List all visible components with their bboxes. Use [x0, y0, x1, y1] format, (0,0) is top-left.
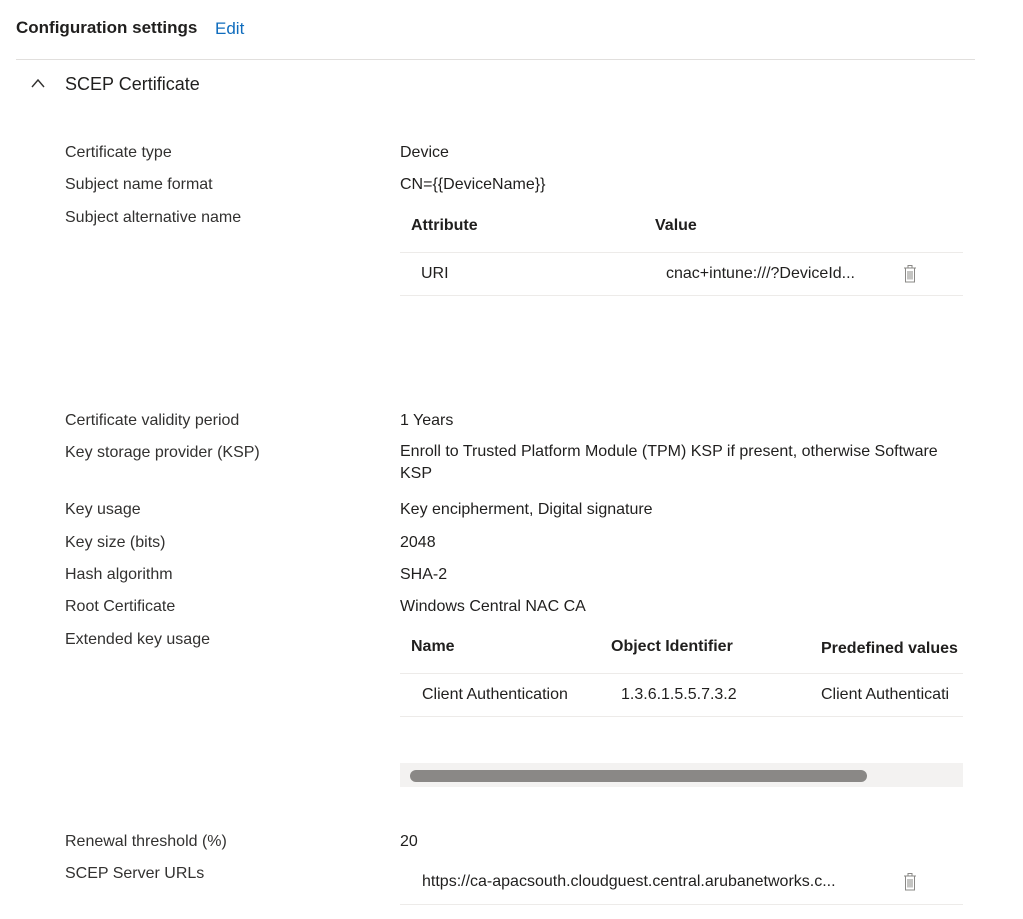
trash-icon[interactable]	[902, 264, 918, 284]
subject-name-format-label: Subject name format	[65, 176, 213, 193]
table-row	[400, 253, 963, 295]
renewal-threshold-value: 20	[400, 833, 418, 850]
renewal-threshold-label: Renewal threshold (%)	[65, 833, 227, 850]
eku-column-name: Name	[411, 638, 455, 655]
san-column-value: Value	[655, 217, 697, 234]
chevron-up-icon[interactable]	[30, 76, 46, 90]
header-divider	[16, 59, 975, 60]
scrollbar-thumb[interactable]	[410, 770, 867, 782]
eku-row-predefined: Client Authenticati	[821, 686, 950, 703]
certificate-type-label: Certificate type	[65, 144, 172, 161]
san-column-attribute: Attribute	[411, 217, 478, 234]
key-size-label: Key size (bits)	[65, 534, 166, 551]
root-certificate-value: Windows Central NAC CA	[400, 598, 586, 615]
list-item	[400, 860, 963, 904]
table-row	[400, 674, 963, 716]
eku-row-divider	[400, 716, 963, 717]
san-row-attribute: URI	[421, 265, 449, 282]
subject-alternative-name-label: Subject alternative name	[65, 209, 242, 226]
key-size-value: 2048	[400, 534, 436, 551]
san-row-value: cnac+intune:///?DeviceId...	[666, 265, 855, 282]
eku-row-name: Client Authentication	[422, 686, 568, 703]
extended-key-usage-label: Extended key usage	[65, 631, 210, 648]
scep-url-row-divider	[400, 904, 963, 905]
scep-server-url-value: https://ca-apacsouth.cloudguest.central.arubanetworks.c...	[422, 873, 836, 890]
eku-table	[400, 628, 963, 758]
eku-column-object-identifier: Object Identifier	[611, 638, 733, 655]
key-usage-label: Key usage	[65, 501, 141, 518]
certificate-validity-period-value: 1 Years	[400, 412, 454, 429]
eku-column-predefined-values: Predefined values	[821, 640, 958, 657]
root-certificate-label: Root Certificate	[65, 598, 176, 615]
trash-icon[interactable]	[902, 872, 918, 892]
section-title-scep-certificate[interactable]: SCEP Certificate	[65, 74, 200, 94]
eku-row-oid: 1.3.6.1.5.5.7.3.2	[621, 686, 737, 703]
key-usage-value: Key encipherment, Digital signature	[400, 501, 653, 518]
hash-algorithm-label: Hash algorithm	[65, 566, 173, 583]
key-storage-provider-value: Enroll to Trusted Platform Module (TPM) KSP if present, otherwise Software KSP	[400, 443, 938, 482]
san-row-divider	[400, 295, 963, 296]
hash-algorithm-value: SHA-2	[400, 566, 448, 583]
certificate-validity-period-label: Certificate validity period	[65, 412, 240, 429]
edit-link[interactable]: Edit	[215, 19, 245, 38]
certificate-type-value: Device	[400, 144, 449, 161]
page-title: Configuration settings	[16, 18, 198, 37]
key-storage-provider-label: Key storage provider (KSP)	[65, 444, 260, 461]
scep-server-urls-label: SCEP Server URLs	[65, 865, 205, 882]
subject-name-format-value: CN={{DeviceName}}	[400, 176, 546, 193]
